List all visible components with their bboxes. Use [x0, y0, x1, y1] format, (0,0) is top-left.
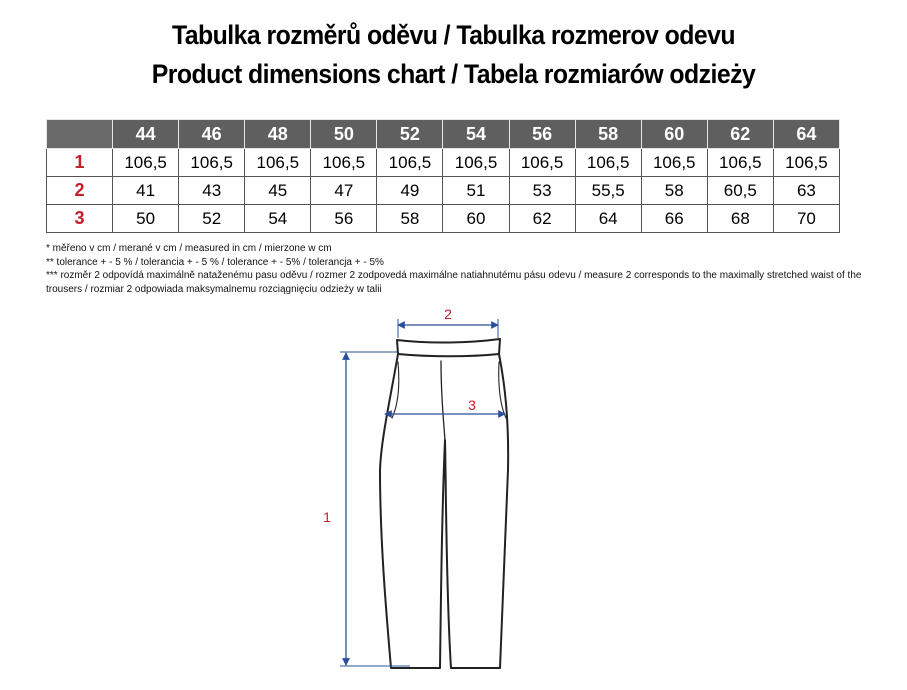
size-header-cell: 64 — [773, 120, 839, 149]
dimension-label-2: 2 — [444, 306, 452, 322]
dimension-label-3: 3 — [468, 397, 476, 413]
table-cell: 64 — [575, 205, 641, 233]
table-cell: 106,5 — [179, 149, 245, 177]
footnote-measured: * měřeno v cm / merané v cm / measured in cm / mierzone w cm — [46, 243, 332, 254]
row-label: 1 — [47, 149, 113, 177]
table-cell: 106,5 — [377, 149, 443, 177]
table-cell: 106,5 — [773, 149, 839, 177]
table-cell: 58 — [377, 205, 443, 233]
table-cell: 43 — [179, 177, 245, 205]
table-cell: 49 — [377, 177, 443, 205]
trousers-outline — [380, 339, 508, 668]
table-cell: 55,5 — [575, 177, 641, 205]
table-cell: 106,5 — [245, 149, 311, 177]
title-line-1: Tabulka rozměrů oděvu / Tabulka rozmerov odevu — [171, 20, 736, 50]
size-header-cell: 48 — [245, 120, 311, 149]
table-cell: 47 — [311, 177, 377, 205]
size-header-cell: 62 — [707, 120, 773, 149]
table-cell: 53 — [509, 177, 575, 205]
table-cell: 60,5 — [707, 177, 773, 205]
size-header-cell: 56 — [509, 120, 575, 149]
row-label: 3 — [47, 205, 113, 233]
title-line-2: Product dimensions chart / Tabela rozmiarów odzieży — [151, 59, 756, 89]
table-cell: 50 — [113, 205, 179, 233]
table-cell: 106,5 — [509, 149, 575, 177]
size-header-cell: 54 — [443, 120, 509, 149]
size-header-cell: 60 — [641, 120, 707, 149]
table-cell: 51 — [443, 177, 509, 205]
size-header-cell: 58 — [575, 120, 641, 149]
table-cell: 58 — [641, 177, 707, 205]
table-cell: 106,5 — [575, 149, 641, 177]
size-header-cell: 50 — [311, 120, 377, 149]
table-cell: 106,5 — [113, 149, 179, 177]
table-cell: 63 — [773, 177, 839, 205]
row-label: 2 — [47, 177, 113, 205]
size-header-cell: 52 — [377, 120, 443, 149]
table-cell: 54 — [245, 205, 311, 233]
table-cell: 60 — [443, 205, 509, 233]
table-cell: 45 — [245, 177, 311, 205]
table-cell: 106,5 — [311, 149, 377, 177]
table-cell: 106,5 — [641, 149, 707, 177]
dimension-label-1: 1 — [323, 509, 331, 525]
dimension-line-1 — [340, 352, 410, 666]
size-header-cell: 46 — [179, 120, 245, 149]
table-cell: 68 — [707, 205, 773, 233]
table-cell: 56 — [311, 205, 377, 233]
table-cell: 41 — [113, 177, 179, 205]
table-cell: 70 — [773, 205, 839, 233]
footnote-waist: *** rozměr 2 odpovídá maximálně nataženému pasu oděvu / rozmer 2 zodpovedá maximálne natiahnutému pásu odevu / measure 2 corresponds to the maximally stretched waist of the trousers / rozmiar 2 odpowiada maksymalnemu rozciągnięciu odzieży w talii — [46, 270, 862, 295]
table-cell: 66 — [641, 205, 707, 233]
table-cell: 106,5 — [443, 149, 509, 177]
table-cell: 52 — [179, 205, 245, 233]
footnote-tolerance: ** tolerance + - 5 % / tolerancia + - 5 % / tolerance + - 5% / tolerancja + - 5% — [46, 256, 384, 268]
table-cell: 62 — [509, 205, 575, 233]
table-cell: 106,5 — [707, 149, 773, 177]
size-header-cell: 44 — [113, 120, 179, 149]
